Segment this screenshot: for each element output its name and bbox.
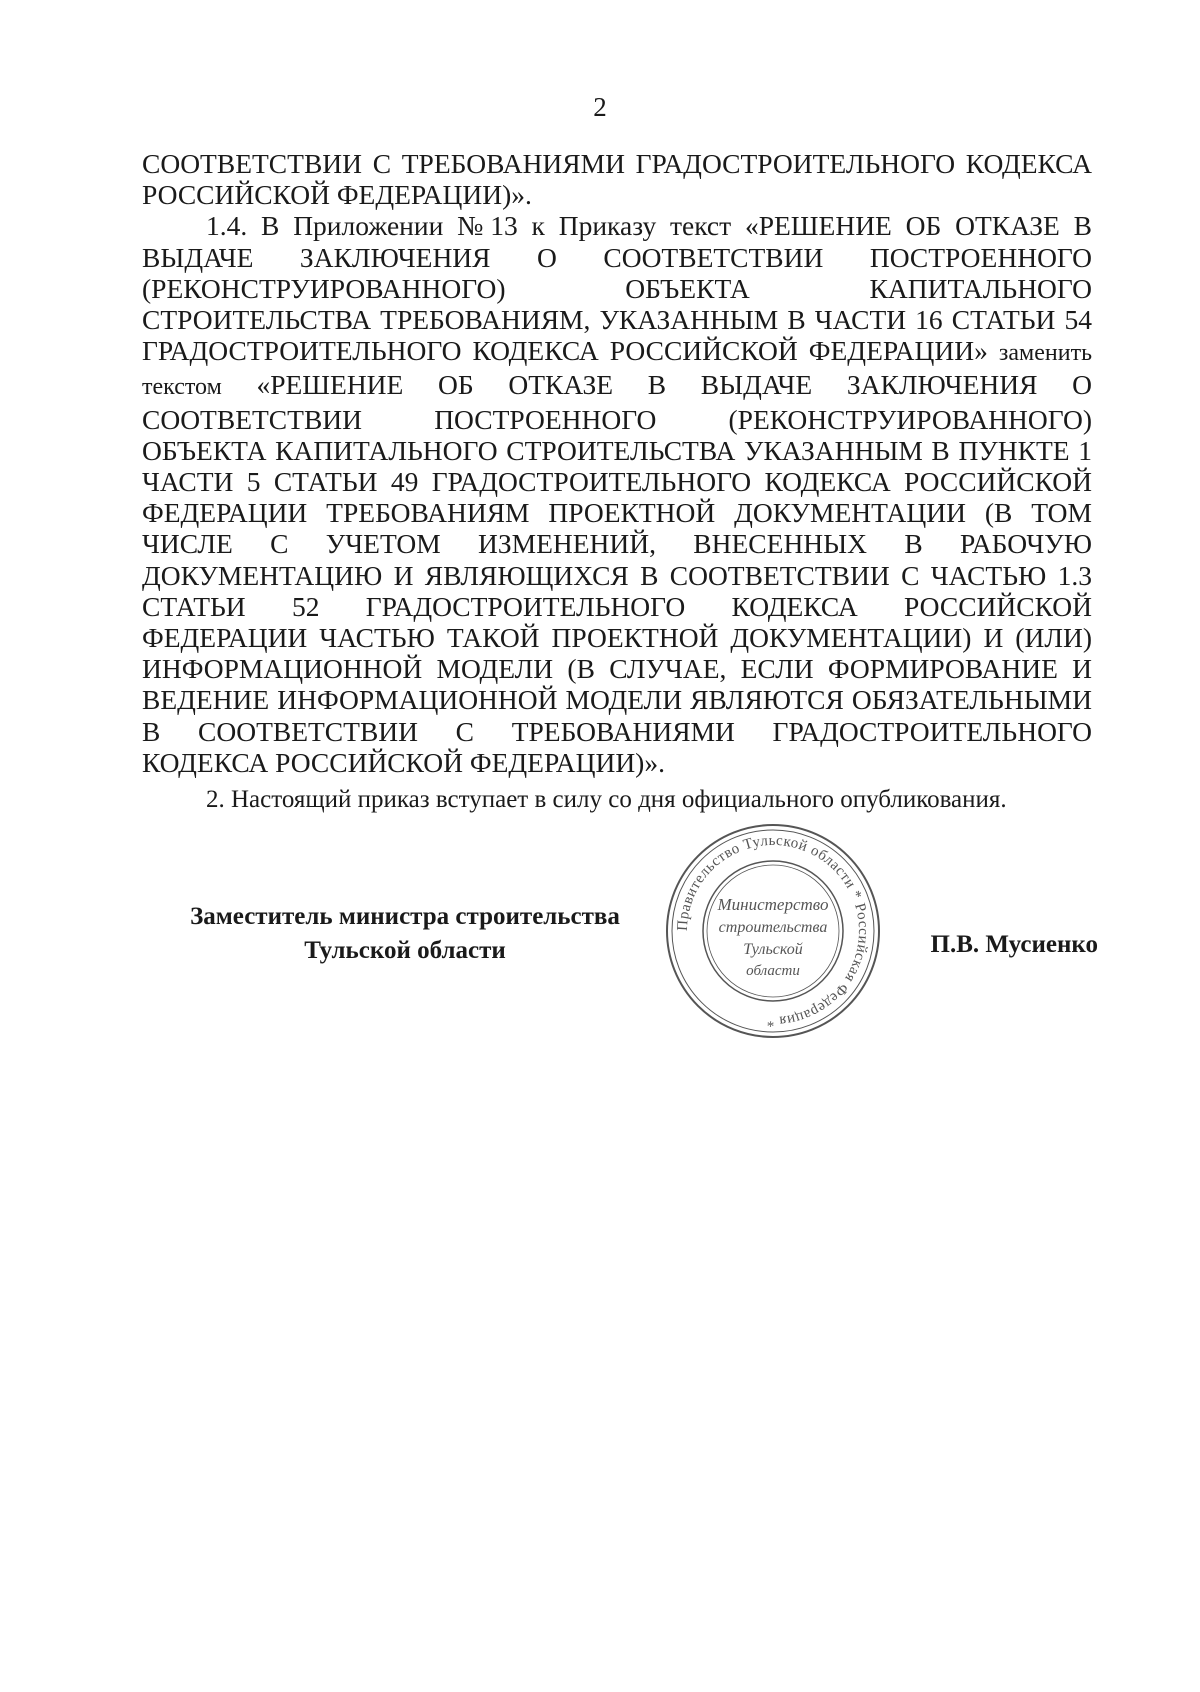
- seal-ring-text: Правительство Тульской области * Российская Федерация *: [674, 832, 872, 1030]
- signatory-title: [170, 900, 640, 968]
- paragraph-1-4-mid: заменить текстом: [142, 340, 1093, 401]
- signatory-title-line1: Заместитель министра строительства: [190, 903, 620, 930]
- seal-center-line4: области: [746, 963, 800, 979]
- seal-center-line2: строительства: [718, 919, 828, 936]
- signatory-title-line2: Тульской области: [304, 937, 506, 964]
- document-body: [142, 148, 1092, 778]
- seal-icon: [662, 820, 884, 1042]
- page-number: 2: [593, 92, 607, 122]
- seal-center-line3: Тульской: [743, 941, 803, 958]
- official-seal: [662, 820, 884, 1042]
- paragraph-continuation: СООТВЕТСТВИИ С ТРЕБОВАНИЯМИ ГРАДОСТРОИТЕЛЬНОГО КОДЕКСА РОССИЙСКОЙ ФЕДЕРАЦИИ)».: [142, 148, 1092, 211]
- seal-center-line1: Министерство: [717, 895, 829, 914]
- paragraph-1-4-rest: «РЕШЕНИЕ ОБ ОТКАЗЕ В ВЫДАЧЕ ЗАКЛЮЧЕНИЯ О СООТВЕТСТВИИ ПОСТРОЕННОГО (РЕКОНСТРУИРОВАННОГО) ОБЪЕКТА КАПИТАЛЬНОГО СТРОИТЕЛЬСТВА УКАЗАННЫМ В ПУНКТЕ 1 ЧАСТИ 5 СТАТЬИ 49 ГРАДОСТРОИТЕЛЬНОГО КОДЕКСА РОССИЙСКОЙ ФЕДЕРАЦИИ ТРЕБОВАНИЯМ ПРОЕКТНОЙ ДОКУМЕНТАЦИИ (В ТОМ ЧИСЛЕ С УЧЕТОМ ИЗМЕНЕНИЙ, ВНЕСЕННЫХ В РАБОЧУЮ ДОКУМЕНТАЦИЮ И ЯВЛЯЮЩИХСЯ В СООТВЕТСТВИИ С ЧАСТЬЮ 1.3 СТАТЬИ 52 ГРАДОСТРОИТЕЛЬНОГО КОДЕКСА РОССИЙСКОЙ ФЕДЕРАЦИИ ЧАСТЬЮ ТАКОЙ ПРОЕКТНОЙ ДОКУМЕНТАЦИИ) И (ИЛИ) ИНФОРМАЦИОННОЙ МОДЕЛИ (В СЛУЧАЕ, ЕСЛИ ФОРМИРОВАНИЕ И ВЕДЕНИЕ ИНФОРМАЦИОННОЙ МОДЕЛИ ЯВЛЯЮТСЯ ОБЯЗАТЕЛЬНЫМИ В СООТВЕТСТВИИ С ТРЕБОВАНИЯМИ ГРАДОСТРОИТЕЛЬНОГО КОДЕКСА РОССИЙСКОЙ ФЕДЕРАЦИИ)».: [142, 369, 1092, 778]
- signatory-name: П.В. Мусиенко: [930, 931, 1098, 958]
- paragraph-2-effective-date: 2. Настоящий приказ вступает в силу со дня официального опубликования.: [206, 786, 1007, 813]
- paragraph-1-4-lead: 1.4. В Приложении №13 к Приказу текст «РЕШЕНИЕ ОБ ОТКАЗЕ В ВЫДАЧЕ ЗАКЛЮЧЕНИЯ О СООТВЕТСТВИИ ПОСТРОЕННОГО (РЕКОНСТРУИРОВАННОГО) ОБЪЕКТА КАПИТАЛЬНОГО СТРОИТЕЛЬСТВА ТРЕБОВАНИЯМ, УКАЗАННЫМ В ЧАСТИ 16 СТАТЬИ 54 ГРАДОСТРОИТЕЛЬНОГО КОДЕКСА РОССИЙСКОЙ ФЕДЕРАЦИИ»: [142, 210, 1092, 367]
- paragraph-1-4: [142, 210, 1092, 778]
